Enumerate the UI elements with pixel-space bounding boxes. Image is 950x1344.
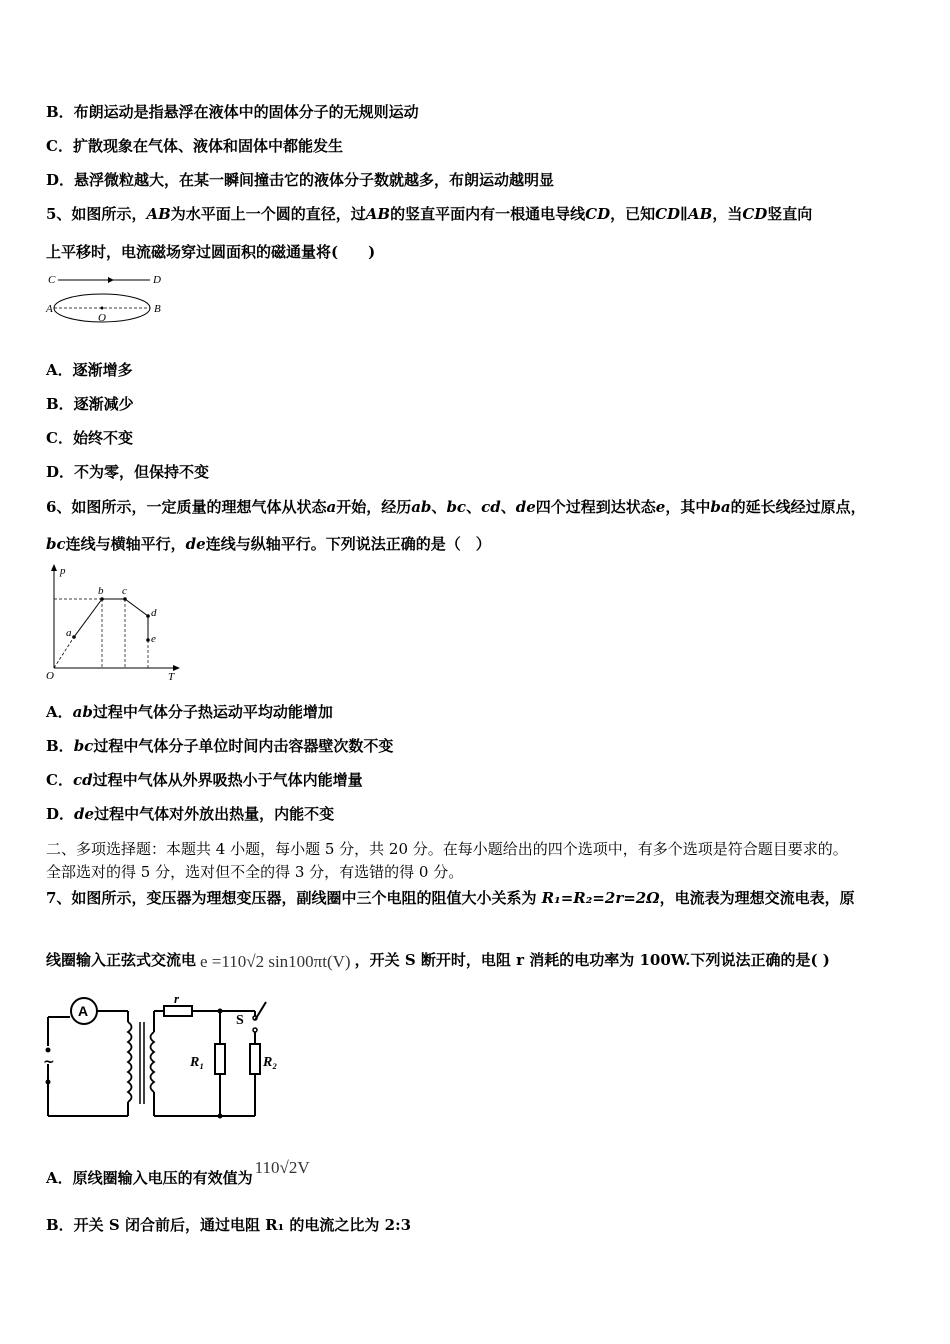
junction-bottom (218, 1114, 223, 1119)
q5-label-a: A (46, 303, 53, 315)
q7-option-a: A．原线圈输入电压的有效值为110√2V (46, 1158, 310, 1187)
q6-stem-line1: 6、如图所示，一定质量的理想气体从状态a开始，经历ab、bc、cd、de四个过程到达状态e，其中ba的延长线经过原点， (46, 498, 866, 516)
q5-label-o: O (98, 312, 106, 324)
q4-option-d: D．悬浮微粒越大，在某一瞬间撞击它的液体分子数就越多，布朗运动越明显 (46, 171, 555, 189)
resistor-r-label: r (174, 994, 180, 1006)
q5-label-b: B (154, 303, 161, 315)
q7-emf-formula: e =110√2 sin100πt(V) (200, 952, 351, 971)
secondary-coil (151, 1032, 155, 1092)
q5-label-d: D (153, 274, 161, 286)
q6-point-a (72, 635, 76, 639)
junction-top (218, 1009, 223, 1014)
resistor-r2-label: R₂ (263, 1055, 278, 1070)
q7-stem-line2: 线圈输入正弦式交流电 e =110√2 sin100πt(V) ，开关 S 断开时，电阻 r 消耗的电功率为 100W.下列说法正确的是( ) (46, 951, 830, 971)
q6-label-t: T (168, 671, 175, 683)
ammeter-label: A (78, 1003, 89, 1019)
q6-option-b: B．bc过程中气体分子单位时间内击容器壁次数不变 (46, 737, 394, 755)
q6-label-c: c (122, 585, 127, 597)
resistor-r (164, 1006, 192, 1016)
q6-label-b: b (98, 585, 104, 597)
q4-option-c: C．扩散现象在气体、液体和固体中都能发生 (46, 137, 343, 155)
q6-stem-line2: bc连线与横轴平行，de连线与纵轴平行。下列说法正确的是（ ） (46, 535, 491, 553)
q6-point-e (146, 638, 150, 642)
q6-option-d: D．de过程中气体对外放出热量，内能不变 (46, 805, 335, 823)
q5-option-a: A．逐渐增多 (46, 361, 133, 379)
q6-label-d: d (151, 607, 157, 619)
section2-line2: 全部选对的得 5 分，选对但不全的得 3 分，有选错的得 0 分。 (46, 863, 464, 881)
primary-coil (128, 1022, 132, 1102)
q7-circuit (40, 994, 300, 1124)
q4-option-b: B．布朗运动是指悬浮在液体中的固体分子的无规则运动 (46, 103, 419, 121)
switch-s-blade (255, 1002, 266, 1020)
q6-label-p: p (60, 565, 66, 577)
q6-p-axis-arrow (51, 564, 57, 571)
q6-segment-cd (125, 599, 148, 616)
section2-line1: 二、多项选择题：本题共 4 小题，每小题 5 分，共 20 分。在每小题给出的四个选项中，有多个选项是符合题目要求的。 (46, 840, 848, 858)
q5-option-c: C．始终不变 (46, 429, 133, 447)
q5-current-arrow (108, 277, 114, 283)
q6-option-a: A．ab过程中气体分子热运动平均动能增加 (46, 703, 333, 721)
q6-pt-graph (42, 562, 184, 684)
resistor-r2 (250, 1044, 260, 1074)
ac-terminal-bottom (46, 1080, 51, 1085)
q6-point-d (146, 614, 150, 618)
q5-stem-line2: 上平移时，电流磁场穿过圆面积的磁通量将( ) (46, 243, 376, 261)
q6-option-c: C．cd过程中气体从外界吸热小于气体内能增量 (46, 771, 363, 789)
ac-terminal-top (46, 1048, 51, 1053)
q7-option-a-value: 110√2V (254, 1158, 310, 1177)
q6-origin-extension (54, 637, 74, 668)
switch-s-contact (253, 1028, 257, 1032)
q7-stem-line1: 7、如图所示，变压器为理想变压器，副线圈中三个电阻的阻值大小关系为 R₁=R₂=2r=2Ω，电流表为理想交流电表，原 (46, 889, 855, 907)
q6-point-b (100, 597, 104, 601)
resistor-r1 (215, 1044, 225, 1074)
q6-label-e: e (151, 633, 156, 645)
q5-label-c: C (48, 274, 56, 286)
q6-label-o: O (46, 670, 54, 682)
q6-point-c (123, 597, 127, 601)
q5-stem-line1: 5、如图所示，AB为水平面上一个圆的直径，过AB的竖直平面内有一根通电导线CD，已知CD∥AB，当CD竖直向 (46, 205, 813, 223)
q5-center-point (101, 307, 104, 310)
q6-segment-ab (74, 599, 102, 637)
q5-option-b: B．逐渐减少 (46, 395, 134, 413)
switch-s-label: S (236, 1013, 244, 1028)
q5-figure (44, 270, 170, 326)
resistor-r1-label: R₁ (190, 1055, 205, 1070)
q6-label-a: a (66, 627, 72, 639)
q5-option-d: D．不为零，但保持不变 (46, 463, 210, 481)
ac-source-symbol: ~ (43, 1054, 55, 1070)
q7-option-b: B．开关 S 闭合前后，通过电阻 R₁ 的电流之比为 2:3 (46, 1216, 412, 1234)
